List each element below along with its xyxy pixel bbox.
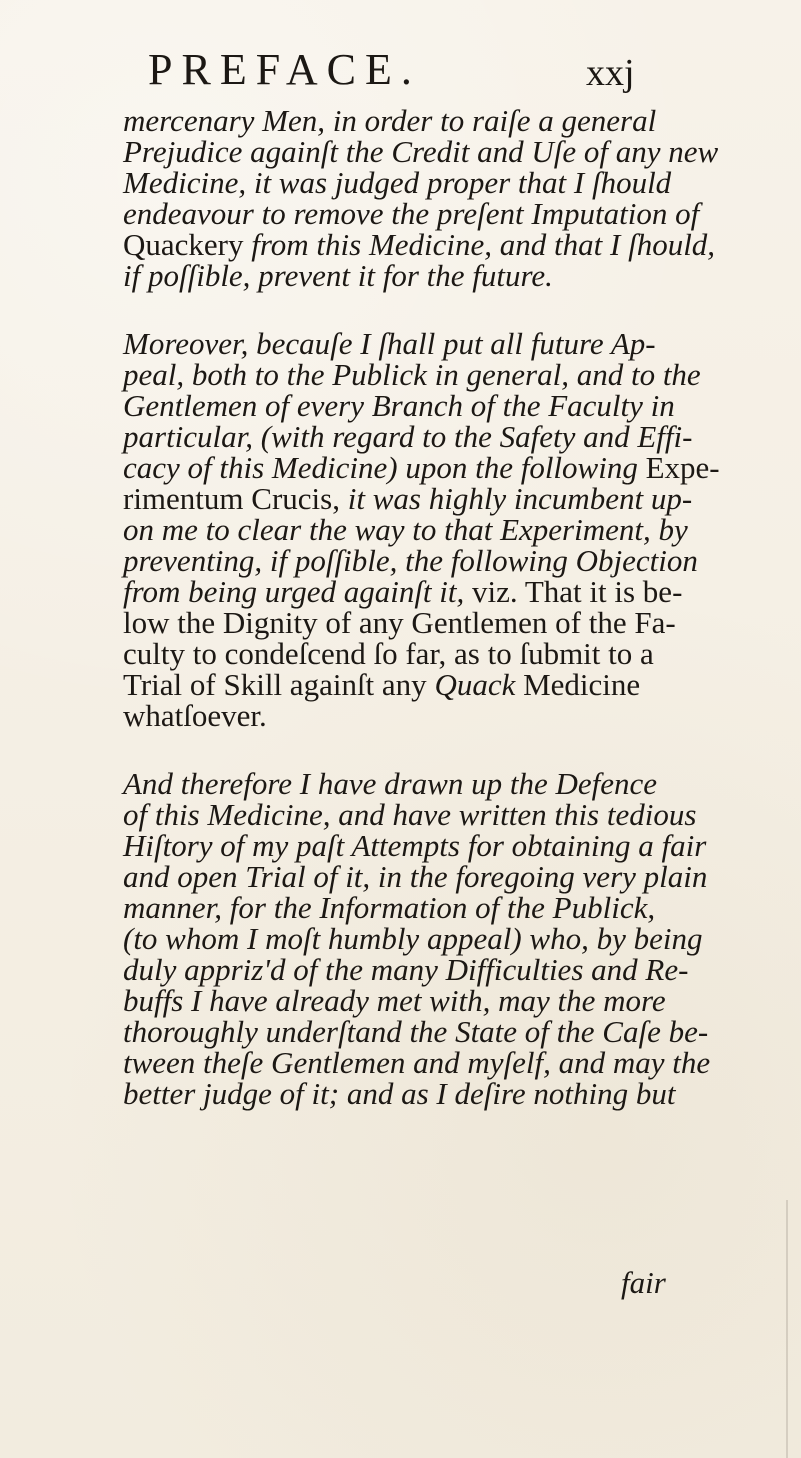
roman-text-segment: rimentum Crucis, [123, 481, 340, 516]
text-line [123, 357, 701, 392]
italic-text-segment: tween theſe Gentlemen and myſelf, and may the [123, 1045, 711, 1080]
italic-text-segment: better judge of it; and as I deſire nothing but [123, 1076, 676, 1111]
roman-text-segment: whatſoever. [123, 698, 267, 733]
text-line [123, 768, 668, 799]
text-line [123, 512, 688, 547]
italic-text-segment: peal, both to the Publick in general, and to the [123, 357, 701, 392]
paragraph [123, 326, 720, 733]
paragraph [123, 103, 719, 293]
text-line [123, 388, 675, 423]
text-line [123, 985, 668, 1016]
text-line [123, 260, 668, 291]
catchword: fair [621, 1265, 666, 1300]
italic-text-segment: and open Trial of it, in the foregoing very plain [123, 859, 708, 894]
text-line [123, 638, 668, 669]
roman-text-segment: viz. That it is be- [464, 574, 683, 609]
italic-text-segment: manner, for the Information of the Publick, [123, 890, 656, 925]
text-line [123, 227, 716, 262]
roman-text-segment: low the Dignity of any Gentlemen of the Fa- [123, 605, 676, 640]
italic-text-segment: (to whom I moſt humbly appeal) who, by being [123, 921, 703, 956]
italic-text-segment: Quack [434, 667, 516, 702]
italic-text-segment: buffs I have already met with, may the more [123, 983, 666, 1018]
text-line [123, 605, 676, 640]
italic-text-segment: Moreover, becauſe I ſhall put all future Ap- [123, 326, 656, 361]
roman-text-segment: culty to condeſcend ſo far, as to ſubmit to a [123, 636, 654, 671]
text-line [123, 328, 668, 359]
text-line [123, 105, 668, 136]
italic-text-segment: duly appriz'd of the many Difficulties and Re- [123, 952, 689, 987]
text-line [123, 543, 698, 578]
italic-text-segment: of this Medicine, and have written this tedious [123, 797, 697, 832]
italic-text-segment: from this Medicine, and that I ſhould, [243, 227, 716, 262]
roman-text-segment: Medicine [515, 667, 641, 702]
roman-text-segment: Trial of Skill againſt any [123, 667, 435, 702]
italic-text-segment: endeavour to remove the preſent Imputation of [123, 196, 700, 231]
italic-text-segment: And therefore I have drawn up the Defence [123, 766, 658, 801]
text-line [123, 1014, 709, 1049]
text-line [123, 1045, 711, 1080]
text-line [123, 669, 668, 700]
text-line [123, 892, 668, 923]
text-line [123, 419, 693, 454]
roman-text-segment: Expe- [637, 450, 720, 485]
text-line [123, 165, 672, 200]
text-line [123, 196, 700, 231]
italic-text-segment: cacy of this Medicine) upon the following [123, 450, 638, 485]
text-line [123, 797, 697, 832]
page-edge-shadow [786, 1200, 788, 1458]
body-text [123, 103, 720, 1111]
italic-text-segment: from being urged againſt it, [123, 574, 465, 609]
paragraph-gap [123, 291, 668, 328]
italic-text-segment: Gentlemen of every Branch of the Faculty in [123, 388, 675, 423]
text-line [123, 481, 693, 516]
roman-text-segment: Quackery [123, 227, 244, 262]
italic-text-segment: Medicine, it was judged proper that I ſhould [123, 165, 672, 200]
text-line [123, 574, 683, 609]
italic-text-segment: preventing, if poſſible, the following Objection [123, 543, 698, 578]
italic-text-segment: it was highly incumbent up- [339, 481, 693, 516]
italic-text-segment: mercenary Men, in order to raiſe a general [123, 103, 657, 138]
italic-text-segment: on me to clear the way to that Experiment, by [123, 512, 688, 547]
running-title: PREFACE. [148, 45, 421, 94]
italic-text-segment: thoroughly underſtand the State of the Caſe be- [123, 1014, 709, 1049]
page-header [148, 45, 668, 100]
text-line [123, 700, 668, 731]
italic-text-segment: particular, (with regard to the Safety and Effi- [123, 419, 693, 454]
italic-text-segment: Prejudice againſt the Credit and Uſe of any new [123, 134, 719, 169]
italic-text-segment: if poſſible, prevent it for the future. [123, 258, 553, 293]
page-number: xxj [586, 52, 635, 94]
text-line [123, 859, 708, 894]
text-line [123, 134, 719, 169]
paragraph-gap [123, 731, 668, 768]
text-line [123, 828, 707, 863]
paragraph [123, 766, 711, 1111]
text-line [123, 1076, 676, 1111]
italic-text-segment: Hiſtory of my paſt Attempts for obtaining a fair [123, 828, 707, 863]
text-line [123, 952, 689, 987]
text-line [123, 450, 720, 485]
text-line [123, 921, 703, 956]
